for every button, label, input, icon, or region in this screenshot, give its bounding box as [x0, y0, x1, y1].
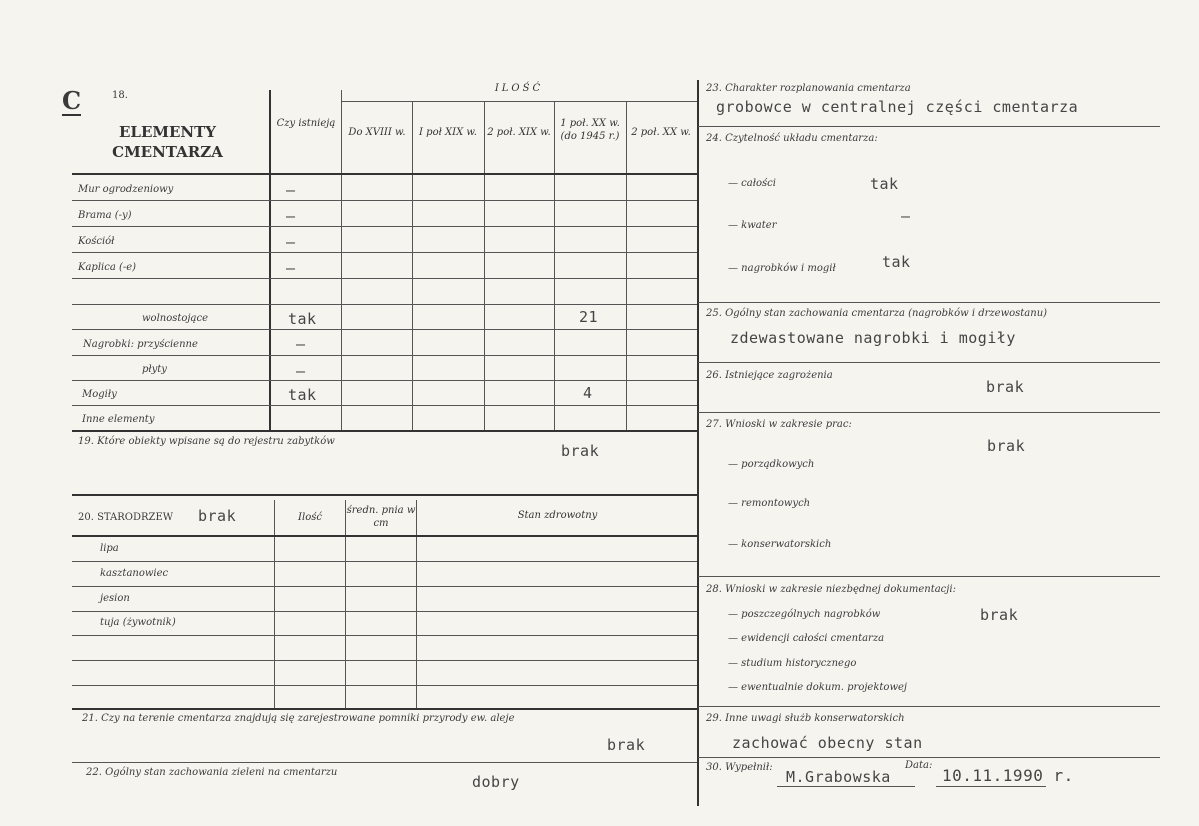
tree-jesion-label: jesion — [100, 593, 130, 604]
row-kaplica-label: Kaplica (-e) — [78, 262, 137, 273]
s24-kwater-value: – — [901, 207, 911, 225]
col-do-xviii-header: Do XVIII w. — [348, 127, 406, 138]
s28-studium-label: — studium historycznego — [728, 658, 857, 669]
czy-brama-value: – — [286, 207, 296, 225]
count-mogily-value: 4 — [583, 384, 593, 402]
tree-lipa-label: lipa — [100, 543, 119, 554]
czy-plyty-value: – — [296, 362, 306, 380]
czy-przyscienne-value: – — [296, 335, 306, 353]
row-plyty-label: płyty — [142, 364, 167, 375]
s23-label: 23. Charakter rozplanowania cmentarza — [706, 83, 911, 94]
s28-value: brak — [980, 606, 1019, 624]
tree-kasztanowiec-label: kasztanowiec — [100, 568, 169, 579]
row-brama-label: Brama (-y) — [78, 210, 132, 221]
col-2pol-xix-header: 2 poł. XIX w. — [487, 127, 551, 138]
s24-nagrobkow-label: — nagrobków i mogił — [728, 263, 836, 274]
tree-tuja-label: tuja (żywotnik) — [100, 617, 176, 628]
col-czy-header: Czy istnieją — [276, 118, 336, 129]
s28-ewidencji-label: — ewidencji całości cmentarza — [728, 633, 885, 644]
s19-value: brak — [561, 442, 600, 460]
row-mogily-label: Mogiły — [82, 389, 117, 400]
s24-label: 24. Czytelność układu cmentarza: — [706, 133, 878, 144]
s22-label: 22. Ogólny stan zachowania zieleni na cmentarzu — [86, 767, 338, 778]
s20-ilosc-header: Ilość — [298, 512, 322, 523]
row-inne-label: Inne elementy — [82, 414, 155, 425]
s24-kwater-label: — kwater — [728, 220, 777, 231]
czy-kaplica-value: – — [286, 259, 296, 277]
s24-nagrobkow-value: tak — [882, 253, 911, 271]
s24-calosci-value: tak — [870, 175, 899, 193]
s25-label: 25. Ogólny stan zachowania cmentarza (nagrobków i drzewostanu) — [706, 308, 1048, 319]
s29-value: zachować obecny stan — [732, 734, 923, 752]
s25-value: zdewastowane nagrobki i mogiły — [730, 329, 1016, 347]
s18-title: ELEMENTY CMENTARZA — [112, 123, 223, 161]
corner-mark: C — [62, 86, 82, 115]
s28-nagrobkow-label: — poszczególnych nagrobków — [728, 609, 881, 620]
s23-value: grobowce w centralnej części cmentarza — [716, 98, 1079, 116]
col-1pol-xx-header: 1 poł. XX w. (do 1945 r.) — [560, 118, 620, 142]
row-kosciol-label: Kościół — [78, 236, 115, 247]
s19-label: 19. Które obiekty wpisane są do rejestru zabytków — [78, 436, 335, 447]
s26-label: 26. Istniejące zagrożenia — [706, 370, 833, 381]
s20-sredn-header: średn. pnia w cm — [346, 505, 416, 529]
s27-konserwatorskich-label: — konserwatorskich — [728, 539, 832, 550]
czy-mur-value: – — [286, 181, 296, 199]
count-wolnostojace-value: 21 — [579, 308, 599, 326]
row-wolnostojace-label: wolnostojące — [142, 313, 208, 324]
s20-label: 20. STARODRZEW — [78, 512, 174, 523]
s26-value: brak — [986, 378, 1025, 396]
s27-porzadkowych-label: — porządkowych — [728, 459, 815, 470]
s27-remontowych-label: — remontowych — [728, 498, 811, 509]
s21-label: 21. Czy na terenie cmentarza znajdują się zarejestrowane pomniki przyrody ew. aleje — [82, 713, 515, 724]
s24-calosci-label: — całości — [728, 178, 776, 189]
s28-projektowej-label: — ewentualnie dokum. projektowej — [728, 682, 908, 693]
col-1pol-xix-header: I poł XIX w. — [419, 127, 477, 138]
row-przyscienne-label: Nagrobki: przyścienne — [83, 339, 198, 350]
czy-wolnostojace-value: tak — [288, 310, 317, 328]
s30-label: 30. Wypełnił: — [706, 762, 773, 773]
s30-filled-by: M.Grabowska — [786, 768, 891, 786]
czy-mogily-value: tak — [288, 386, 317, 404]
row-mur-label: Mur ogrodzeniowy — [78, 184, 174, 195]
s22-value: dobry — [472, 773, 520, 791]
s27-label: 27. Wnioski w zakresie prac: — [706, 419, 852, 430]
s18-number: 18. — [112, 90, 128, 101]
s20-value: brak — [198, 507, 237, 525]
col-2pol-xx-header: 2 poł. XX w. — [631, 127, 691, 138]
s28-label: 28. Wnioski w zakresie niezbędnej dokumentacji: — [706, 584, 956, 595]
s30-date-label: Data: — [905, 760, 933, 771]
czy-kosciol-value: – — [286, 233, 296, 251]
s30-date-value: 10.11.1990 r. — [942, 766, 1074, 785]
s27-value: brak — [987, 437, 1026, 455]
s20-stan-header: Stan zdrowotny — [517, 510, 598, 521]
s29-label: 29. Inne uwagi służb konserwatorskich — [706, 713, 905, 724]
s21-value: brak — [607, 736, 646, 754]
col-ilosc-header: ILOŚĆ — [494, 83, 544, 94]
